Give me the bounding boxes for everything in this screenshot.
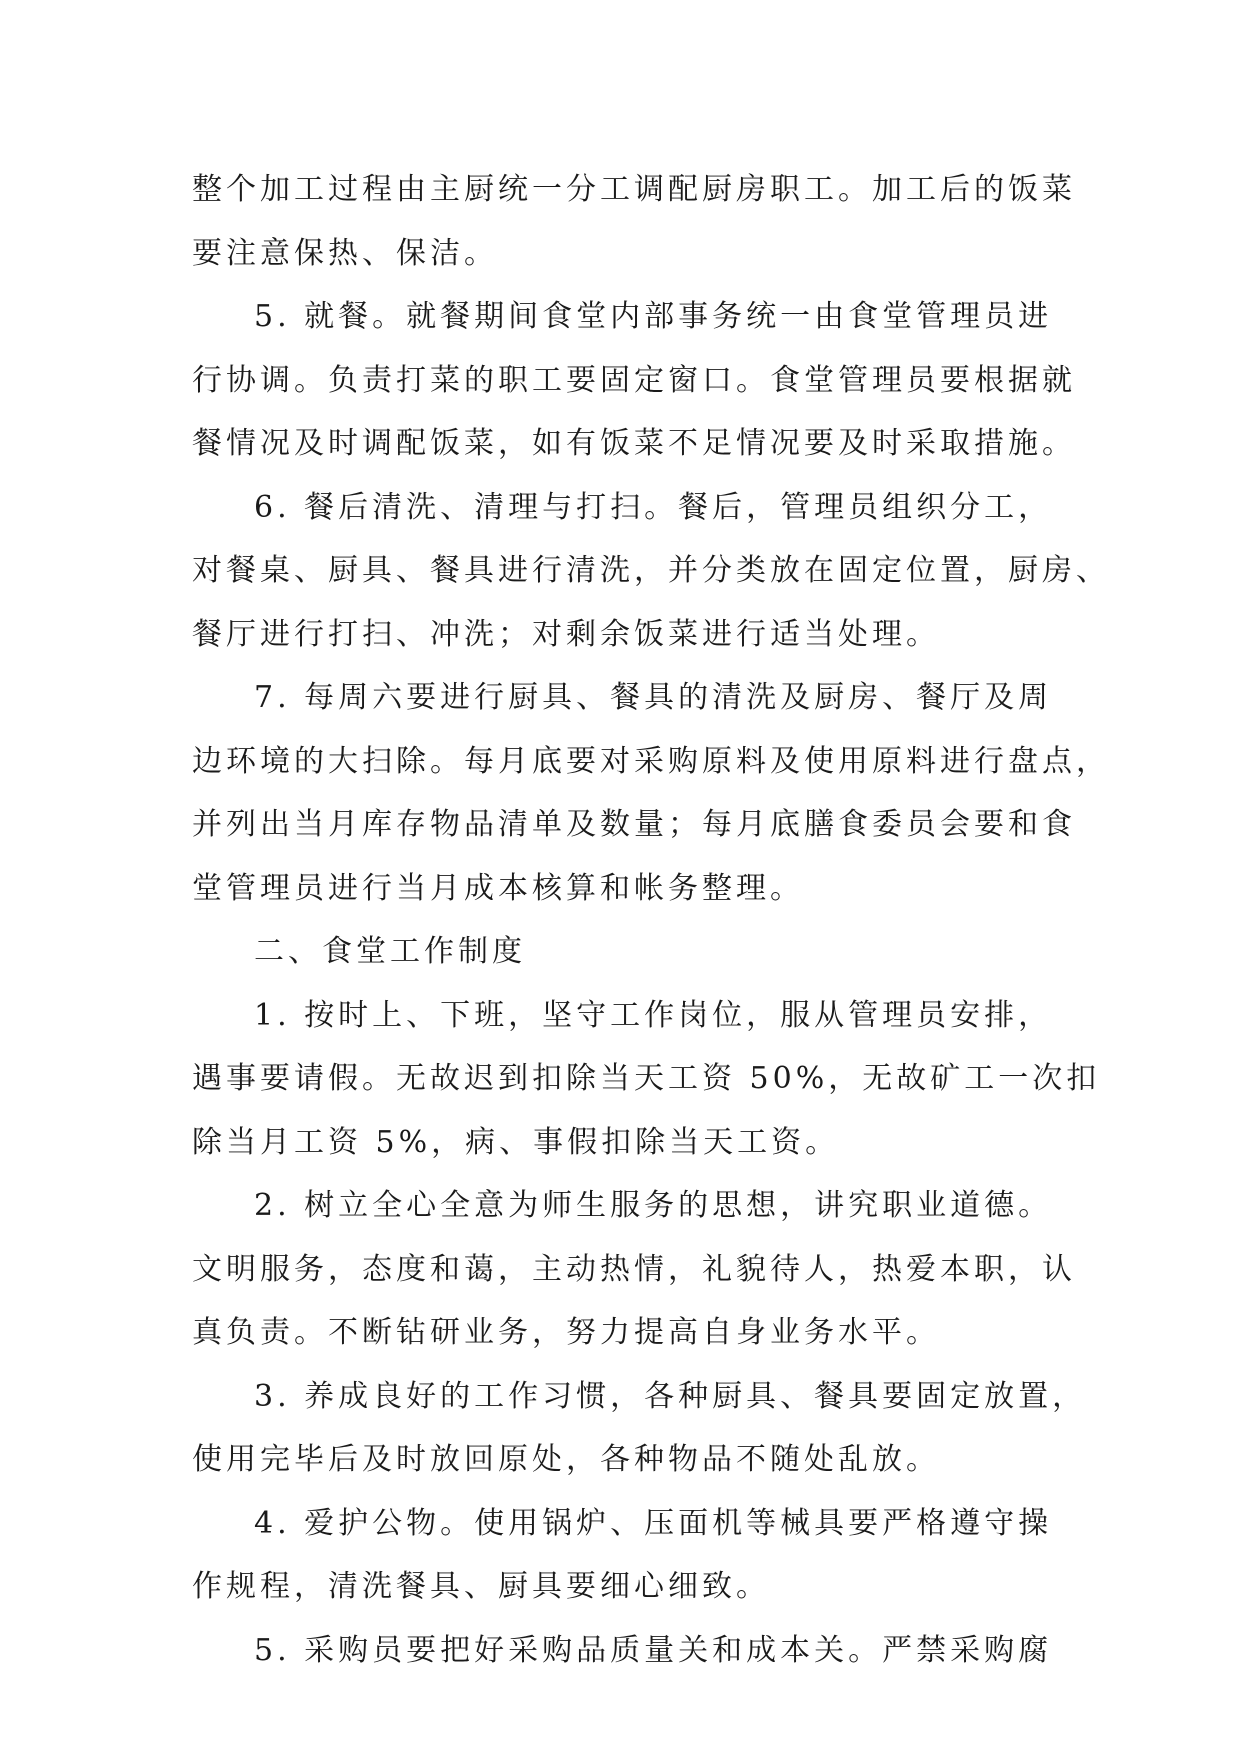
text-line: 行协调。负责打菜的职工要固定窗口。食堂管理员要根据就 [192,362,1076,398]
text-line: 堂管理员进行当月成本核算和帐务整理。 [192,870,804,906]
paragraph-start-line: 4. 爱护公物。使用锅炉、压面机等械具要严格遵守操 [254,1505,1053,1541]
text-line: 遇事要请假。无故迟到扣除当天工资 50%，无故矿工一次扣 [192,1061,1101,1096]
paragraph-start-line: 1. 按时上、下班，坚守工作岗位，服从管理员安排， [254,997,1053,1033]
paragraph-start-line: 6. 餐后清洗、清理与打扫。餐后，管理员组织分工， [254,489,1053,525]
section-heading: 二、食堂工作制度 [254,934,526,969]
text-line: 餐厅进行打扫、冲洗；对剩余饭菜进行适当处理。 [192,616,940,652]
text-line: 并列出当月库存物品清单及数量；每月底膳食委员会要和食 [192,807,1076,842]
text-line: 文明服务，态度和蔼，主动热情，礼貌待人，热爱本职，认 [192,1251,1076,1287]
text-line: 边环境的大扫除。每月底要对采购原料及使用原料进行盘点， [192,743,1110,779]
paragraph-start-line: 2. 树立全心全意为师生服务的思想，讲究职业道德。 [254,1188,1053,1223]
text-line: 除当月工资 5%，病、事假扣除当天工资。 [192,1124,840,1160]
text-line: 对餐桌、厨具、餐具进行清洗，并分类放在固定位置，厨房、 [192,553,1110,588]
text-line: 要注意保热、保洁。 [192,235,498,271]
text-line: 整个加工过程由主厨统一分工调配厨房职工。加工后的饭菜 [192,172,1076,207]
document-body [192,158,1110,1682]
paragraph-start-line: 7. 每周六要进行厨具、餐具的清洗及厨房、餐厅及周 [254,680,1053,715]
text-line: 作规程，清洗餐具、厨具要细心细致。 [192,1569,770,1604]
text-line: 餐情况及时调配饭菜，如有饭菜不足情况要及时采取措施。 [192,426,1076,461]
text-line: 真负责。不断钻研业务，努力提高自身业务水平。 [192,1315,940,1350]
paragraph-start-line: 3. 养成良好的工作习惯，各种厨具、餐具要固定放置， [254,1378,1087,1414]
text-line: 使用完毕后及时放回原处，各种物品不随处乱放。 [192,1442,940,1477]
paragraph-start-line: 5. 采购员要把好采购品质量关和成本关。严禁采购腐 [254,1632,1053,1668]
paragraph-start-line: 5. 就餐。就餐期间食堂内部事务统一由食堂管理员进 [254,299,1053,334]
